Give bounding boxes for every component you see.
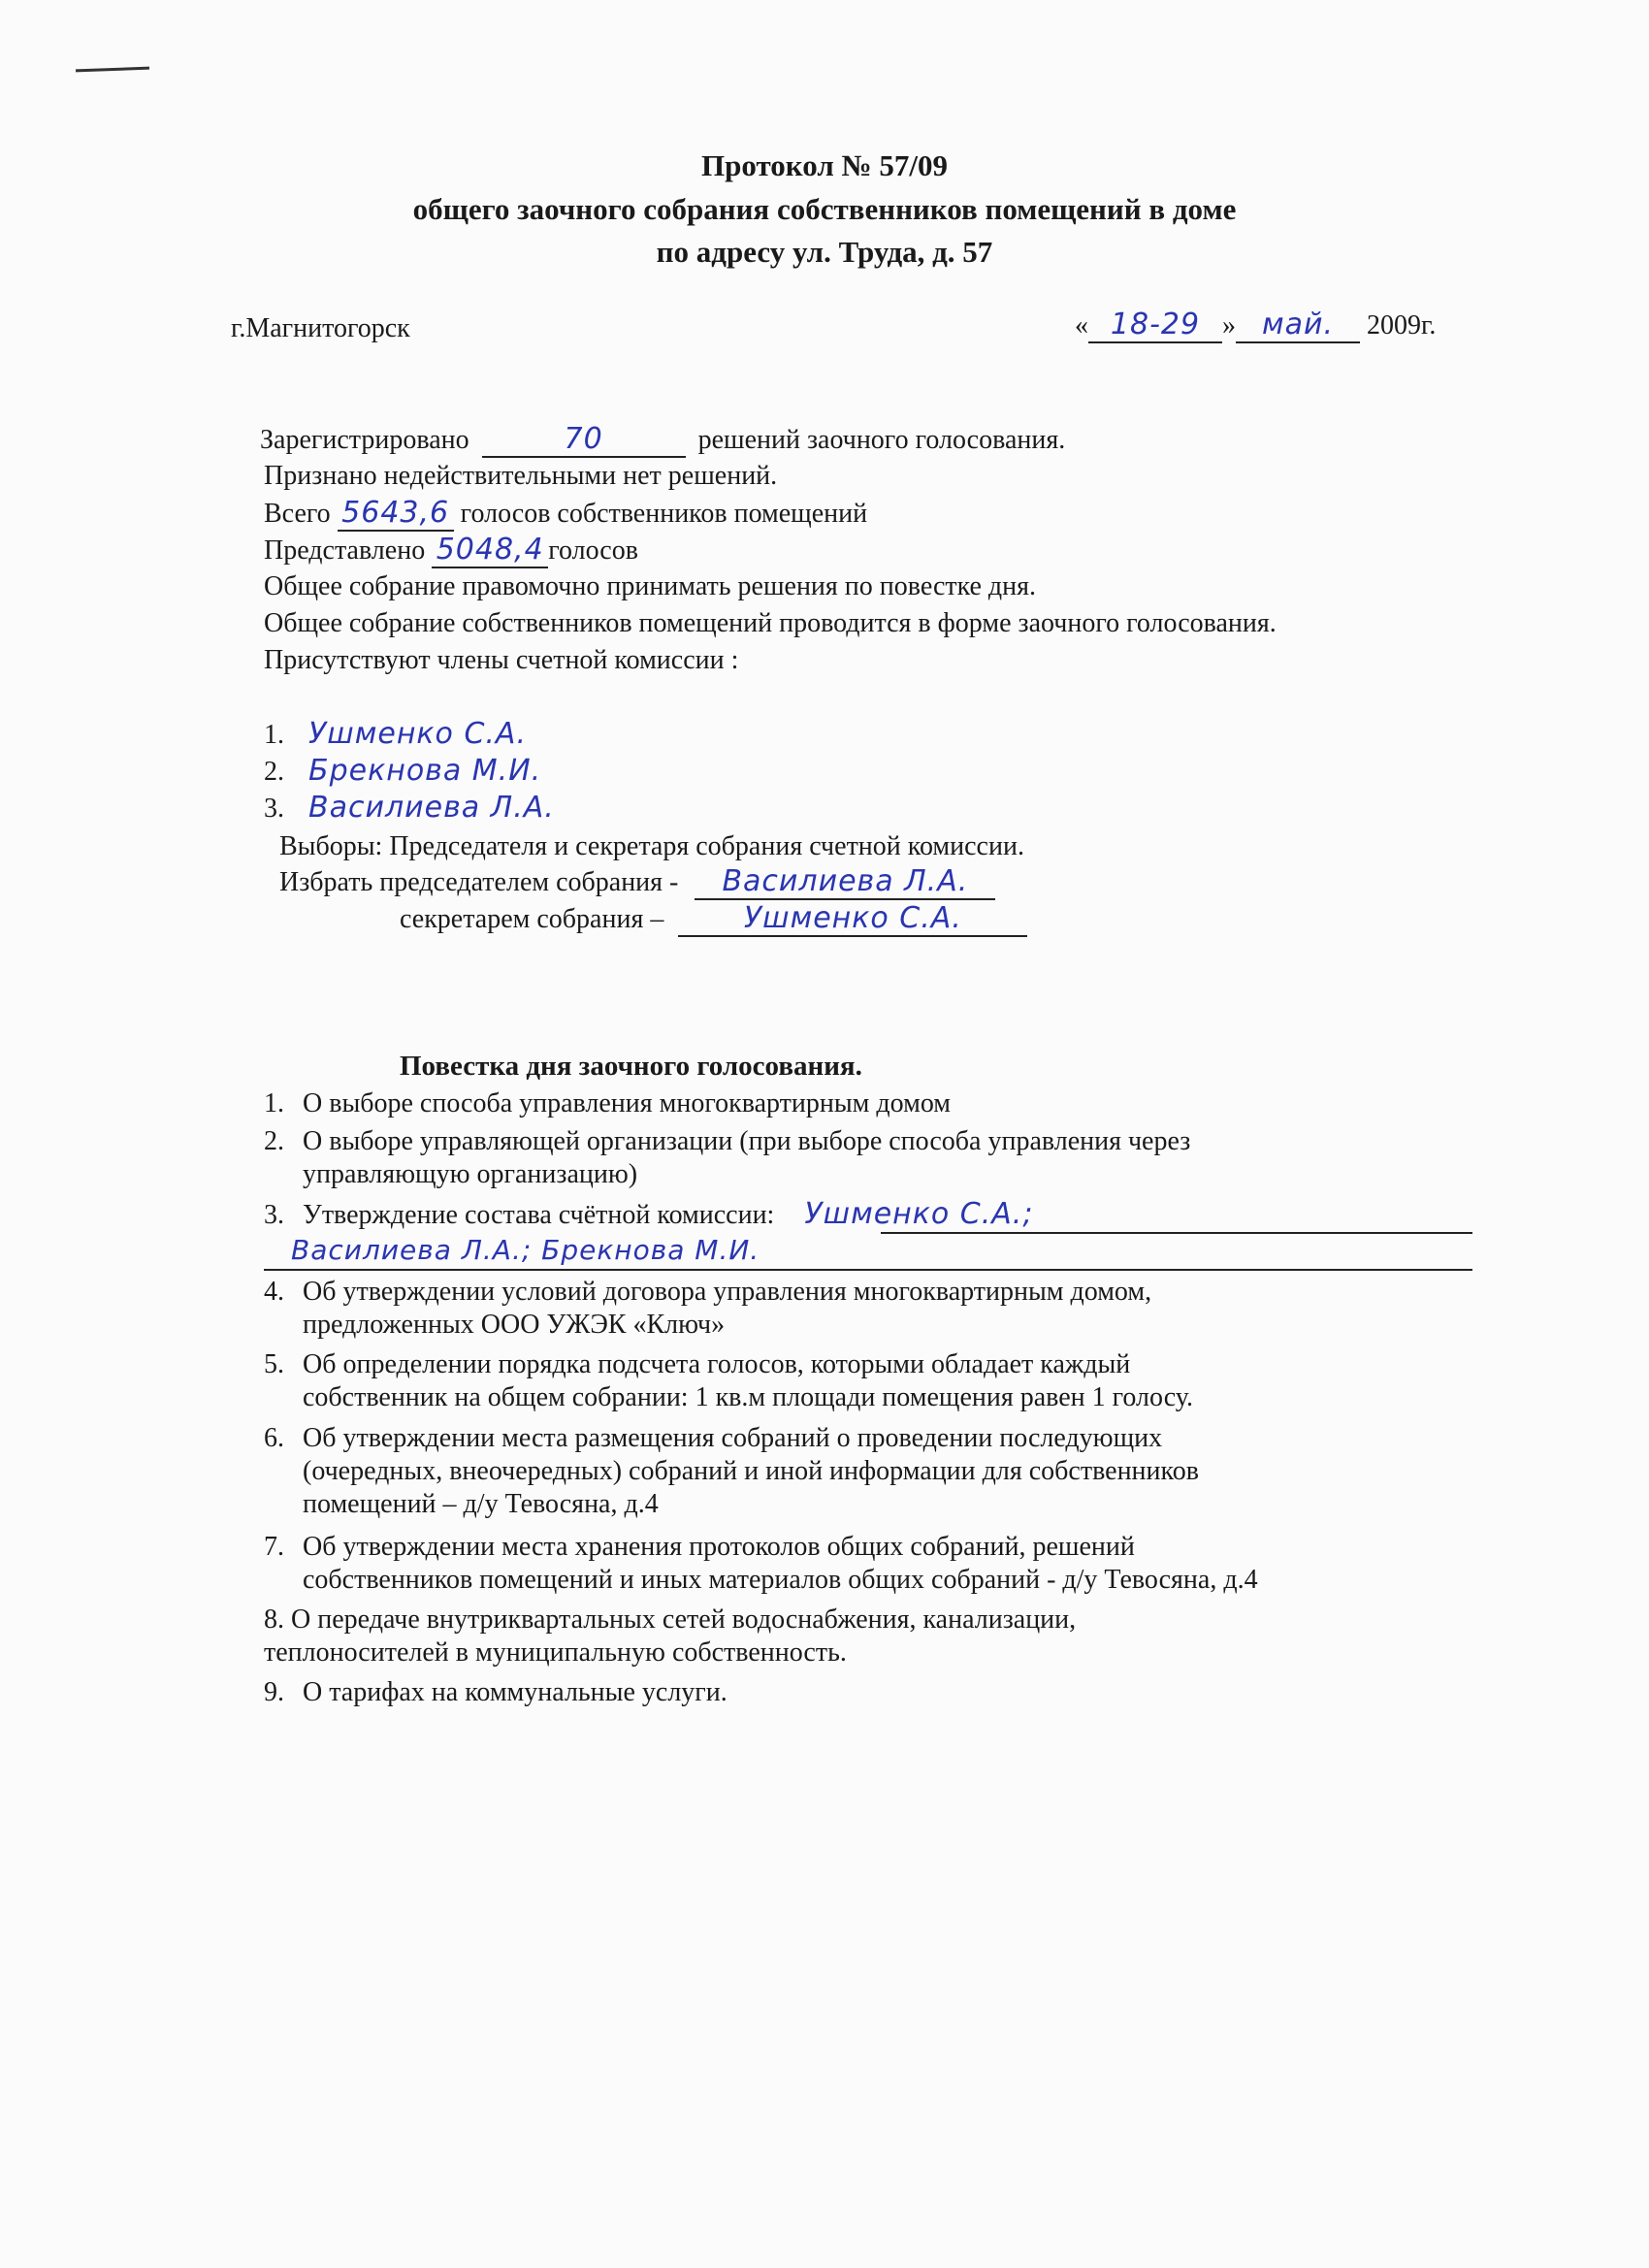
member-num: 3. <box>264 794 284 824</box>
total-value: 5643,6 <box>338 497 454 532</box>
date-line <box>1075 308 1436 343</box>
scan-mark <box>76 67 149 73</box>
agenda-text: помещений – д/у Тевосяна, д.4 <box>303 1489 659 1519</box>
present-suffix: голосов <box>548 535 638 566</box>
agenda-item <box>264 1422 1199 1521</box>
agenda-text: Об утверждении условий договора управления многоквартирным домом, <box>303 1277 1152 1307</box>
agenda-item <box>264 1087 951 1120</box>
present-label: Представлено <box>264 535 426 566</box>
commission-intro: Присутствуют члены счетной комиссии : <box>264 645 739 675</box>
date-days: 18-29 <box>1088 308 1222 343</box>
agenda-item <box>264 1348 1193 1414</box>
member-num: 2. <box>264 757 284 787</box>
agenda-text: О выборе способа управления многоквартирным домом <box>303 1088 952 1118</box>
agenda-item <box>264 1276 1151 1342</box>
agenda-handwritten: Василиева Л.А.; Брекнова М.И. <box>291 1234 760 1266</box>
form-line: Общее собрание собственников помещений проводится в форме заочного голосования. <box>264 608 1277 638</box>
agenda-text: Об определении порядка подсчета голосов, которыми обладает каждый <box>303 1349 1131 1379</box>
total-label: Всего <box>264 499 331 529</box>
agenda-num: 7. <box>264 1532 284 1562</box>
secretary-label: секретарем собрания – <box>400 904 664 934</box>
commission-member <box>264 792 555 826</box>
agenda-item <box>264 1198 1033 1232</box>
date-year: 2009г. <box>1367 310 1437 340</box>
city: г.Магнитогорск <box>231 313 410 343</box>
member-name: Василиева Л.А. <box>308 791 555 825</box>
agenda-heading: Повестка дня заочного голосования. <box>400 1051 862 1082</box>
agenda-item <box>264 1125 1190 1191</box>
total-suffix: голосов собственников помещений <box>460 499 868 529</box>
agenda-num: 2. <box>264 1126 284 1156</box>
agenda-num: 5. <box>264 1349 284 1379</box>
open-quote: « <box>1075 310 1088 340</box>
commission-member <box>264 755 541 789</box>
agenda-text: собственников помещений и иных материалов общих собраний - д/у Тевосяна, д.4 <box>303 1565 1258 1595</box>
quorum-line: Общее собрание правомочно принимать решения по повестке дня. <box>264 571 1037 601</box>
agenda-item <box>264 1676 728 1709</box>
commission-member <box>264 718 527 752</box>
close-quote: » <box>1222 310 1236 340</box>
agenda-num: 8. <box>264 1604 284 1635</box>
present-line <box>264 534 638 568</box>
secretary-line <box>400 902 1027 937</box>
registered-line <box>260 423 1065 458</box>
agenda-text: собственник на общем собрании: 1 кв.м площади помещения равен 1 голосу. <box>303 1382 1193 1412</box>
agenda-text: теплоносителей в муниципальную собственность. <box>264 1637 847 1668</box>
chair-name: Василиева Л.А. <box>695 865 995 900</box>
agenda-item <box>264 1604 1076 1669</box>
present-value: 5048,4 <box>432 534 548 568</box>
registered-label: Зарегистрировано <box>260 425 469 455</box>
registered-suffix: решений заочного голосования. <box>697 425 1066 455</box>
agenda-num: 1. <box>264 1088 284 1118</box>
agenda-num: 9. <box>264 1677 284 1707</box>
agenda-item <box>264 1531 1258 1597</box>
elections-heading: Выборы: Председателя и секретаря собрания счетной комиссии. <box>279 831 1024 861</box>
protocol-address: по адресу ул. Труда, д. 57 <box>656 235 993 269</box>
protocol-title: Протокол № 57/09 <box>701 148 948 182</box>
agenda-text: предложенных ООО УЖЭК «Ключ» <box>303 1310 726 1340</box>
registered-value: 70 <box>482 423 686 458</box>
date-month: май. <box>1236 308 1360 343</box>
agenda-text: О выборе управляющей организации (при выборе способа управления через <box>303 1126 1191 1156</box>
total-line <box>264 497 867 532</box>
agenda-handwritten: Ушменко С.А.; <box>804 1197 1034 1231</box>
agenda-num: 6. <box>264 1423 284 1453</box>
chair-label: Избрать председателем собрания - <box>279 867 679 897</box>
member-num: 1. <box>264 720 284 750</box>
agenda-text: управляющую организацию) <box>303 1159 638 1189</box>
protocol-subtitle: общего заочного собрания собственников помещений в доме <box>412 192 1237 226</box>
invalid-line: Признано недействительными нет решений. <box>264 461 778 491</box>
agenda-text: Об утверждении места размещения собраний о проведении последующих <box>303 1423 1163 1453</box>
agenda-num: 4. <box>264 1277 284 1307</box>
chair-line <box>279 865 995 900</box>
agenda-text: Об утверждении места хранения протоколов общих собраний, решений <box>303 1532 1135 1562</box>
agenda-num: 3. <box>264 1200 284 1230</box>
agenda-text: О тарифах на коммунальные услуги. <box>303 1677 728 1707</box>
member-name: Брекнова М.И. <box>308 754 542 788</box>
agenda-text: (очередных, внеочередных) собраний и иной информации для собственников <box>303 1456 1199 1486</box>
agenda-text: О передаче внутриквартальных сетей водоснабжения, канализации, <box>291 1604 1077 1635</box>
member-name: Ушменко С.А. <box>308 717 527 751</box>
signature-line <box>881 1232 1472 1234</box>
signature-line <box>264 1269 1472 1271</box>
secretary-name: Ушменко С.А. <box>678 902 1027 937</box>
agenda-text: Утверждение состава счётной комиссии: <box>303 1200 775 1230</box>
